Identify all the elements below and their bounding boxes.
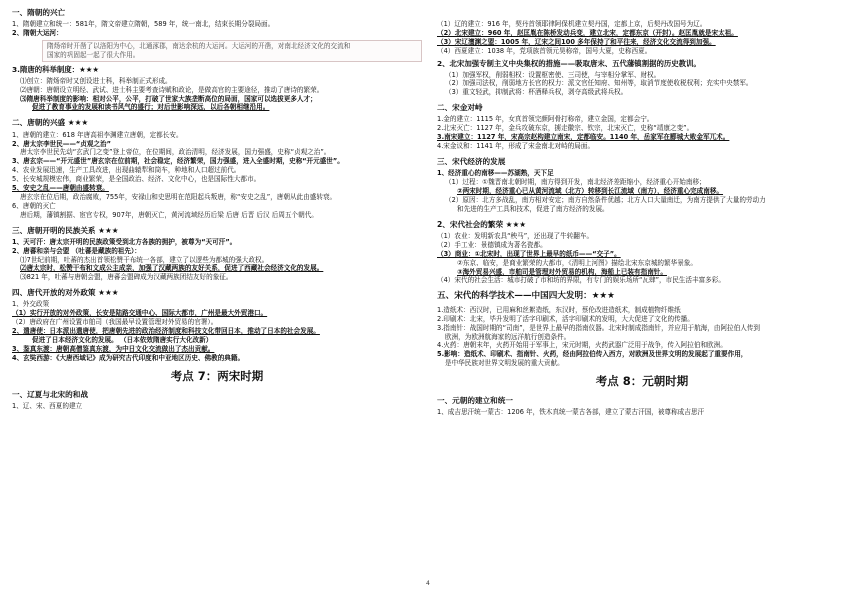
text-line: 促进了教育事业的发展和读书风气的盛行；对后世影响深远，以后各朝相继沿用。 [32, 103, 270, 112]
text-line: 欧洲，为欧洲航海家的远洋航行创造条件。 [445, 332, 571, 341]
text-line: （4）宋代的社会生活：城市打破了市和坊的界限，有专门的娱乐场所“瓦肆”，市民生活丰富多彩。 [437, 276, 725, 285]
text-line: （2）北宋建立：960 年，赵匡胤在陈桥发动兵变，建立北宋，定都东京（开封）。赵匡胤就是宋太祖。 [437, 28, 738, 37]
left-column [12, 2, 422, 411]
text-line: ②东京、临安，是商业繁荣的大都市，《清明上河图》描绘北宋东京城的繁华景象。 [457, 258, 697, 267]
text-line: ⑵唐太宗时，松赞干布和文成公主成亲，加强了汉藏两族的友好关系，促进了西藏社会经济文化的发展。 [20, 264, 324, 273]
text-line: 唐玄宗在位后期，政治腐败，755年，安禄山和史思明在范阳起兵叛唐，称“安史之乱”，唐朝从此由盛转衰。 [20, 192, 337, 201]
text-line: 1、辽、宋、西夏的建立 [12, 402, 83, 411]
text-line: 1、经济重心的南移——苏湖熟，天下足 [437, 169, 554, 178]
subsection-heading: 2、北宋加强专制主义中央集权的措施——吸取唐末、五代藩镇割据的历史教训。 [437, 58, 701, 68]
text-line: 2、唐太宗李世民——“贞观之治” [12, 139, 111, 148]
text-line: 2、唐蕃和亲与会盟 （吐蕃是藏族的祖先）： [12, 246, 141, 255]
text-line: （3）商业：①北宋时，出现了世界上最早的纸币——“交子”。 [437, 249, 621, 258]
text-line: 5.影响：造纸术、印刷术、指南针、火药，经由阿拉伯传入西方，对欧洲及世界文明的发展起了重要作用， [437, 350, 748, 359]
section-heading: 一、隋朝的兴亡 [12, 8, 66, 17]
text-line: 1.造纸术：西汉时，已用麻和丝絮造纸，东汉时，蔡伦改进造纸术，制成植物纤维纸 [437, 305, 681, 314]
page-number: 4 [426, 580, 430, 587]
text-line: ⑶821 年，吐蕃与唐朝会盟，唐蕃会盟碑成为汉藏两族团结友好的象征。 [20, 273, 233, 282]
text-line: 和先进的生产工具和技术，促进了南方经济的发展。 [457, 204, 609, 213]
text-line: （1）加强军权，削弱相权：设置枢密使、三司使，与宰相分掌军、财权。 [445, 70, 661, 79]
section-heading: 二、唐朝的兴盛 ★★★ [12, 118, 89, 128]
section-heading: 三、唐朝开明的民族关系 ★★★ [12, 225, 119, 235]
section-heading: 2、宋代社会的繁荣 ★★★ [437, 219, 527, 229]
text-line: 3.南宋建立：1127 年，宋高宗赵构建立南宋，定都临安。1140 年，岳家军在郾城大败金军兀术。 [437, 133, 730, 142]
text-line: 3、鉴真东渡：唐朝高僧鉴真东渡，为中日文化交流做出了杰出贡献。 [12, 344, 215, 353]
text-line: 1、成吉思汗统一蒙古：1206 年，铁木真统一蒙古各部，建立了蒙古汗国，被尊称成吉思汗 [437, 407, 705, 416]
section-heading: 一、元朝的建立和统一 [437, 395, 513, 405]
text-line: （2）原因：北方多战乱，南方相对安定；南方自然条件优越；北方人口大量南迁，为南方提供了大量的劳动力 [445, 195, 766, 204]
section-heading: 二、宋金对峙 [437, 103, 483, 113]
text-line: （1）过程：①魏晋南北朝时期，南方得到开发，南北经济差距缩小，经济重心开始南移； [445, 178, 706, 187]
text-line: 国家的巩固起一起了很大作用。 [47, 50, 140, 59]
text-line: 隋炀帝时开凿了以洛阳为中心，北通涿郡，南达余杭的大运河。大运河的开凿，对南北经济文化的交流和 [47, 42, 351, 51]
text-line: 5、安史之乱——唐朝由盛转衰。 [12, 183, 109, 192]
section-heading: 五、宋代的科学技术——中国四大发明：★★★ [437, 291, 615, 302]
text-line: （3）重文轻武，抑制武将：杯酒释兵权，剥夺高级武将兵权。 [445, 88, 628, 97]
text-line: 1、隋朝建立和统一：581年，隋文帝建立隋朝，589 年，统一南北，结束长期分裂局面。 [12, 20, 275, 29]
text-line: 2、隋朝大运河： [12, 29, 63, 38]
section-heading: 四、唐代开放的对外政策 ★★★ [12, 288, 119, 298]
text-line: 4.火药：唐朝末年，火药开始用于军事上，宋元时期，火药武器广泛用于战争，传入阿拉伯和欧洲。 [437, 341, 727, 350]
text-line: （4）西夏建立：1038 年，党项族首领元昊称帝，国号大夏，史称西夏。 [437, 46, 652, 55]
exam-point-heading: 考点 7：两宋时期 [170, 368, 264, 383]
text-line: 1.金的建立：1115 年，女真首领完颜阿骨打称帝，建立金国，定都会宁。 [437, 115, 654, 124]
text-line: 1、唐朝的建立：618 年唐高祖李渊建立唐朝，定都长安。 [12, 130, 183, 139]
text-line: ③海外贸易兴盛，市舶司是管理对外贸易的机构，海船上已装有指南针。 [457, 267, 667, 276]
text-line: 唐后期，藩镇割据、宦官专权，907年，唐朝灭亡，黄河流域经历后梁 后唐 后晋 后汉 后周五个朝代。 [20, 210, 318, 219]
text-line: （3）宋辽澶渊之盟：1005 年，辽宋之间100 多年保持了和平往来，经济文化交流得到加强。 [437, 37, 716, 46]
right-column [437, 20, 847, 417]
text-line: 2.印刷术：北宋，毕升发明了活字印刷术，活字印刷术的发明，大大促进了文化的传播。 [437, 314, 694, 323]
text-line: 1、天可汗：唐太宗开明的民族政策受到北方各族的拥护，被尊为“天可汗”。 [12, 237, 237, 246]
text-line: 1、外交政策 [12, 300, 50, 309]
text-line: 2、遣唐使：日本派出遣唐使，把唐朝先进的政治经济制度和科技文化带回日本，推动了日本的社会发展。 [12, 327, 320, 336]
section-heading: 一、辽夏与北宋的和战 [12, 390, 88, 400]
text-line: （1）实行开放的对外政策，长安是陆路交通中心、国际大都市，广州是最大外贸港口。 [12, 309, 268, 318]
text-line: ⑴7世纪前期，吐蕃的杰出首领松赞干布统一各部，建立了以逻些为都城的强大政权。 [20, 255, 269, 264]
text-line: ⑵唐朝：唐朝设立明经、武试、进士科主要考查诗赋和政论，是做高官的主要途径，推动了唐诗的繁荣。 [20, 85, 324, 94]
text-line: 促进了日本经济文化的发展。 （日本依效隋唐实行大化改新） [32, 336, 213, 345]
subsection-heading: 3.隋唐的科举制度：★★★ [12, 64, 99, 74]
text-line: 4、农业发展迅速，生产工具改进，出现曲辕犁和筒车，种地和人口超过前代。 [12, 166, 241, 175]
text-line: 是中华民族对世界文明发展的重大贡献。 [445, 359, 564, 368]
text-line: 4、玄奘西游：《大唐西域记》成为研究古代印度和中亚地区历史、佛教的典籍。 [12, 353, 245, 362]
text-line: ⑴创立：隋炀帝时又创设进士科，科举制正式形成。 [20, 76, 172, 85]
note-box [42, 40, 422, 62]
text-line: 3、唐玄宗——“开元盛世”唐玄宗在位前期，社会稳定，经济繁荣，国力强盛，进入全盛时期，史称“开元盛世”。 [12, 157, 344, 166]
text-line: 3.指南针：战国时期的“司南”，是世界上最早的指南仪器。北宋时制成指南针，并应用于航海，由阿拉伯人传到 [437, 323, 761, 332]
text-line: 唐太宗李世民先动“玄武门之变”登上帝位，在位期间，政治清明，经济发展，国力强盛，史称“贞观之治”。 [20, 148, 331, 157]
text-line: （2）手工业：景德镇成为著名瓷都。 [437, 240, 547, 249]
text-line: （2）唐政府在广州设置市舶司（我国最早设置管理对外贸易的官署）。 [12, 318, 218, 327]
text-line: 5、长安城规模宏伟，商业繁荣，是全国政治、经济、文化中心，也是国际性大都市。 [12, 175, 261, 184]
exam-point-heading: 考点 8：元朝时期 [595, 374, 689, 389]
text-line: （1）辽的建立：916 年，契丹首领耶律阿保机建立契丹国，定都上京，后契丹改国号为辽。 [437, 20, 707, 28]
section-heading: 三、宋代经济的发展 [437, 157, 506, 167]
text-line: （2）加强司法权，削弱地方长官的权力：派文官任知府、知州等，取消节度使收税权利；充实中央禁军。 [445, 79, 753, 88]
text-line: ②两宋时期，经济重心已从黄河流域（北方）转移到长江流域（南方），经济重心完成南移。 [457, 187, 724, 196]
text-line: （1）农业：发明新农具“秧马”，还出现了牛转翻车。 [437, 231, 594, 240]
text-line: ⑶隋唐科举制度的影响：相对公平，公平，打破了世家大族垄断高位的局面，国家可以选拔更多人才； [20, 94, 317, 103]
text-line: 4.宋金议和：1141 年，形成了宋金南北对峙的局面。 [437, 142, 595, 151]
text-line: 6、唐朝的灭亡 [12, 201, 56, 210]
text-line: 2.北宋灭亡：1127 年，金兵攻破东京，掳走徽宗、钦宗，北宋灭亡，史称“靖康之变”。 [437, 124, 694, 133]
